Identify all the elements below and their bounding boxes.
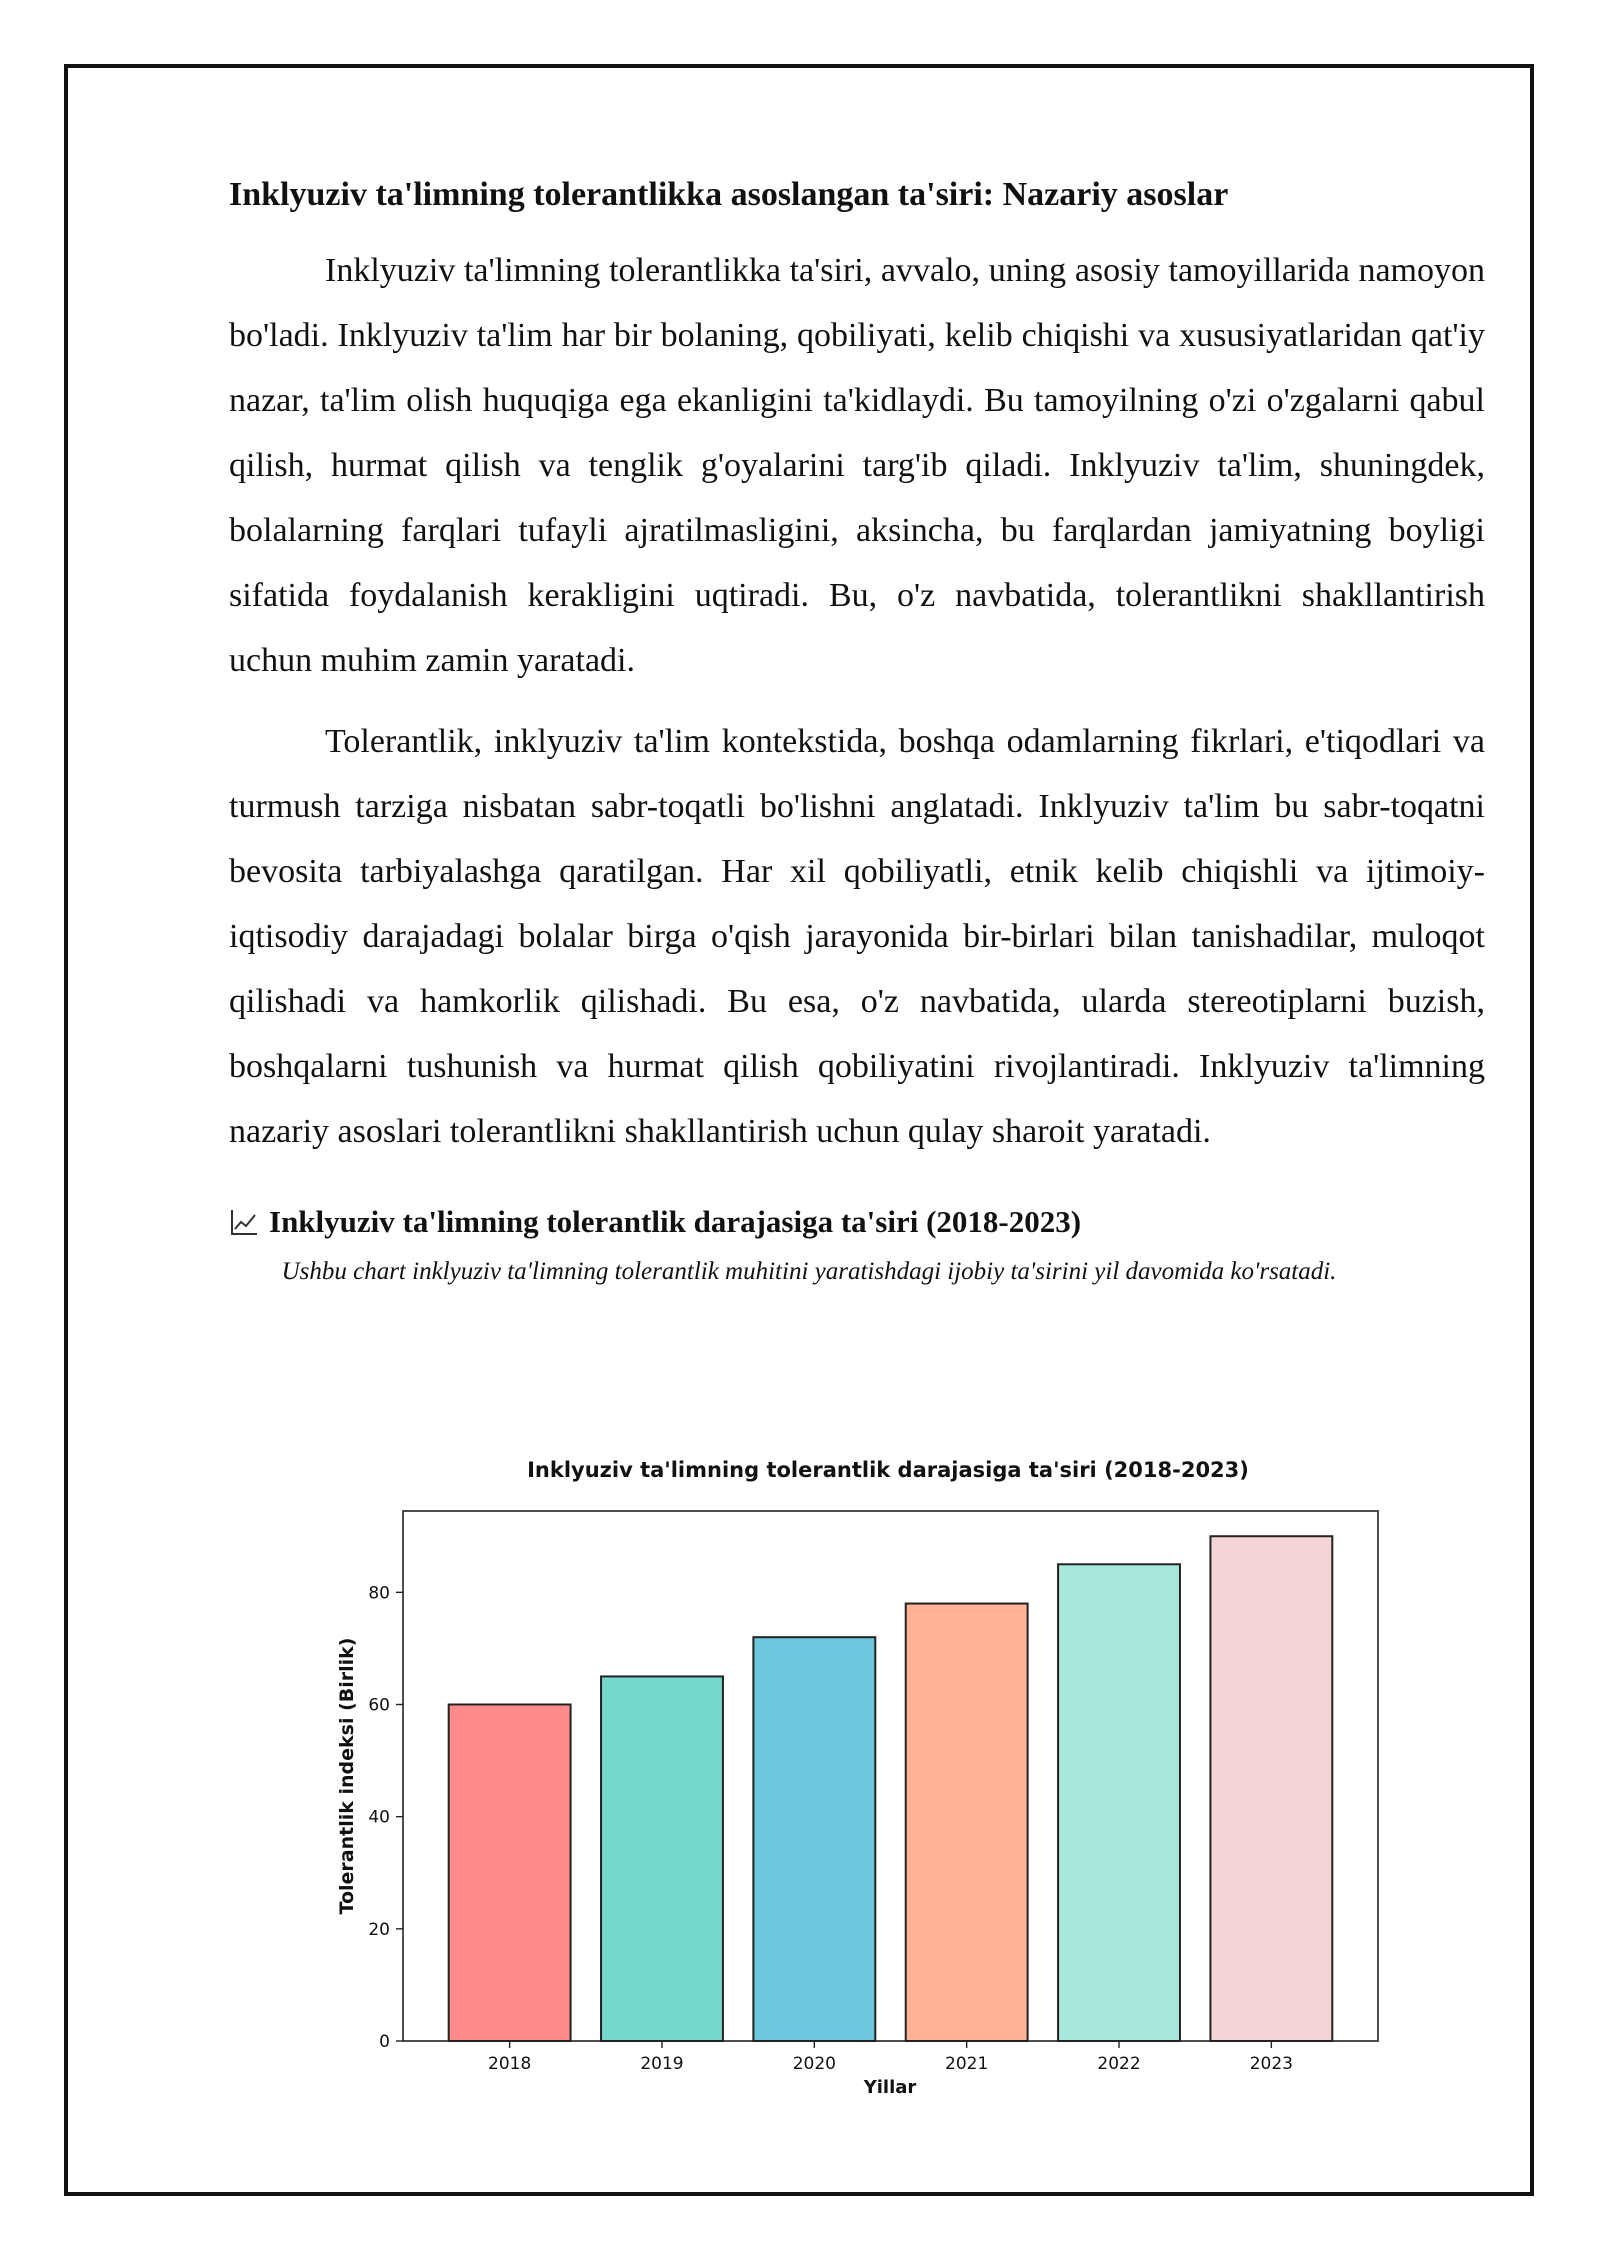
x-tick-label: 2019 xyxy=(640,2054,684,2074)
x-tick-label: 2022 xyxy=(1097,2054,1141,2074)
x-axis-label: Yillar xyxy=(863,2077,917,2098)
x-tick-label: 2020 xyxy=(792,2054,836,2074)
bar-2023 xyxy=(1210,1536,1332,2041)
paragraph-1: Inklyuziv ta'limning tolerantlikka ta'siri, avvalo, uning asosiy tamoyillarida namoyon bo'ladi. Inklyuziv ta'lim har bir bolaning, qobiliyati, kelib chiqishi va xususiyatlaridan qat'iy nazar, ta'lim olish huquqiga ega ekanligini ta'kidlaydi. Bu tamoyilning o'zi o'zgalarni qabul qilish, hurmat qilish va tenglik g'oyalarini targ'ib qiladi. Inklyuziv ta'lim, shuningdek, bolalarning farqlari tufayli ajratilmasligini, aksincha, bu farqlardan jamiyatning boyligi sifatida foydalanish kerakligini uqtiradi. Bu, o'z navbatida, tolerantlikni shakllantirish uchun muhim zamin yaratadi. xyxy=(229,252,1485,679)
y-axis-label: Tolerantlik indeksi (Birlik) xyxy=(336,1637,358,1915)
y-tick-label: 20 xyxy=(368,1919,390,1940)
x-tick-label: 2021 xyxy=(945,2054,989,2074)
chart-title: Inklyuziv ta'limning tolerantlik darajasiga ta'siri (2018-2023) xyxy=(527,1458,1249,1482)
chart-heading-text: Inklyuziv ta'limning tolerantlik darajasiga ta'siri (2018-2023) xyxy=(269,1204,1082,1239)
bar-chart-svg xyxy=(310,1445,1410,2105)
section-title: Inklyuziv ta'limning tolerantlikka asoslangan ta'siri: Nazariy asoslar xyxy=(229,176,1229,213)
x-tick-label: 2023 xyxy=(1249,2054,1293,2074)
y-tick-label: 80 xyxy=(368,1583,390,1604)
document-body xyxy=(229,172,1485,1288)
bar-2022 xyxy=(1058,1564,1180,2041)
chart-caption: Ushbu chart inklyuziv ta'limning tolerantlik muhitini yaratishdagi ijobiy ta'sirini yil davomida ko'rsatadi. xyxy=(281,1258,1337,1285)
chart-heading xyxy=(229,1202,1485,1242)
chart-line-icon xyxy=(229,1207,259,1237)
bar-2018 xyxy=(449,1704,571,2041)
bar-2019 xyxy=(601,1676,723,2041)
paragraph-2: Tolerantlik, inklyuziv ta'lim kontekstida, boshqa odamlarning fikrlari, e'tiqodlari va turmush tarziga nisbatan sabr-toqatli bo'lishni anglatadi. Inklyuziv ta'lim bu sabr-toqatni bevosita tarbiyalashga qaratilgan. Har xil qobiliyatli, etnik kelib chiqishli va ijtimoiy-iqtisodiy darajadagi bolalar birga o'qish jarayonida bir-birlari bilan tanishadilar, muloqot qilishadi va hamkorlik qilishadi. Bu esa, o'z navbatida, ularda stereotiplarni buzish, boshqalarni tushunish va hurmat qilish qobiliyatini rivojlantiradi. Inklyuziv ta'limning nazariy asoslari tolerantlikni shakllantirish uchun qulay sharoit yaratadi. xyxy=(229,723,1485,1150)
y-tick-label: 60 xyxy=(368,1695,390,1716)
x-tick-label: 2018 xyxy=(488,2054,532,2074)
bar-chart xyxy=(310,1445,1410,2105)
bar-2020 xyxy=(753,1637,875,2041)
y-tick-label: 0 xyxy=(379,2032,390,2052)
y-tick-label: 40 xyxy=(368,1807,390,1828)
bar-2021 xyxy=(906,1604,1028,2041)
